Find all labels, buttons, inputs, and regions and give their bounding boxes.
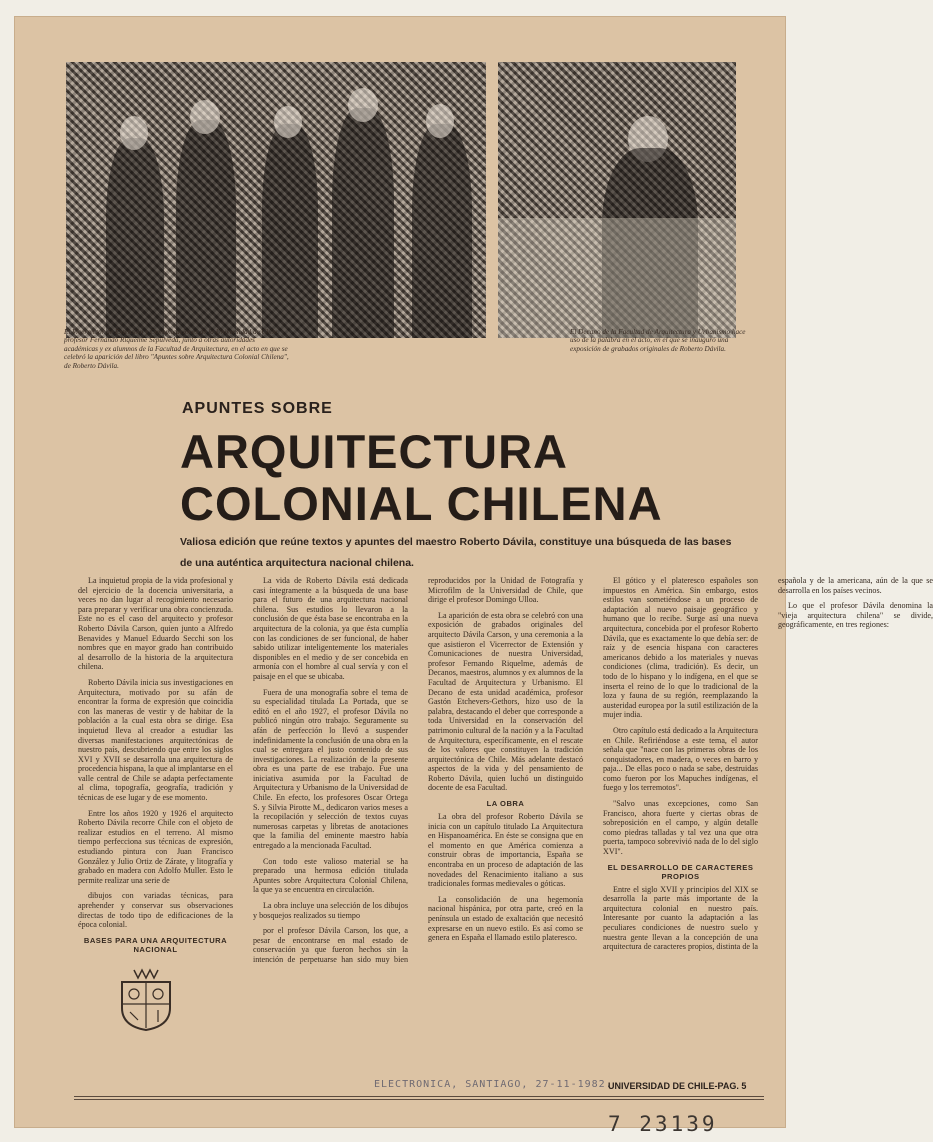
- body-paragraph: Con todo este valioso material se ha preparado una hermosa edición titulada Apuntes sobre Arquitectura Colonial Chilena, la que ya se encuentra en circulación.: [253, 856, 408, 895]
- right-photo-caption: El Decano de la Facultad de Arquitectura y Urbanismo hace uso de la palabra en el acto, en el que se inauguró una exposición de grabados originales de Roberto Dávila.: [570, 328, 746, 353]
- body-paragraph: Fuera de una monografía sobre el tema de su especialidad titulada La Portada, que se editó en el año 1927, el profesor Dávila no publicó ningún otro trabajo. Seguramente su afán de perfección lo llevó a suspender indefinidamente la conclusión de una obra en la cual se entregara el justo contenido de sus investigaciones. La realización de la presente obra es una parte de ese trabajo. Fue una iniciativa asumida por la Facultad de Arquitectura y Urbanismo de la Universidad de Chile. En efecto, los profesores Oscar Ortega S. y Silvia Pirotte M., dedicaron varios meses a la recopilación y selección de textos cuyas numerosas carpetas y libretas de anotaciones que la familia del eminente maestro había entregado a la mencionada Facultad.: [253, 687, 408, 851]
- ceremony-photo: [66, 62, 486, 338]
- body-paragraph: La inquietud propia de la vida profesional y del ejercicio de la docencia universitaria, a veces no dan lugar al recogimiento necesario para preparar y verificar una obra concienzuda. Este no es el caso del arquitecto y profesor Roberto Dávila Carson, quien junto a Alfredo Benavides y Manuel Eduardo Secchi son los nombres que en mayor grado han contribuido al desarrollo de la historia de la arquitectura chilena.: [78, 576, 233, 672]
- page-footer: UNIVERSIDAD DE CHILE-PAG. 5: [608, 1081, 747, 1091]
- body-paragraph: El gótico y el plateresco españoles son impuestos en América. Sin embargo, estos estilos van sometiéndose a un proceso de adaptación al nuevo paisaje geográfico y humano que lo recibe. Surge así una nueva arquitectura, concebida por el profesor Roberto Dávila, que es exactamente lo que debía ser: de raíz y de esencia hispana con caracteres americanos debido a los materiales y nuevas condiciones (clima, tradición). Es decir, un todo de lo hispano y lo indígena, en el que se inserta el reino de lo que lo tradicional de la loza y fauna de su región, reemplazando la austeridad europea por la sutil estilización de la mujer india.: [603, 576, 758, 720]
- article-kicker: APUNTES SOBRE: [182, 400, 333, 417]
- body-paragraph: La consolidación de una hegemonía nacional hispánica, por otra parte, creó en la península un estado de exaltación que necesitó expresarse en un nuevo estilo. Es así como se genera en España el llamado estilo plateresco.: [428, 894, 583, 943]
- handwritten-source-note: ELECTRONICA, SANTIAGO, 27-11-1982.: [374, 1079, 613, 1090]
- body-paragraph: Otro capítulo está dedicado a la Arquitectura en Chile. Refiriéndose a este tema, el autor señala que "nace con las primeras obras de los conquistadores, en madera, o veces en barro y paja... De ellas poco o nada se sabe, destruidas como fueron por los Mapuches indígenas, el fuego y los terremotos".: [603, 725, 758, 793]
- body-paragraph: "Salvo unas excepciones, como San Francisco, ahora fuerte y ciertas obras de sobreposición en el campo, y algún detalle como piedras talladas y tal vez una que otra puerta, tampoco sobrevivió nada de lo del siglo XVI".: [603, 799, 758, 857]
- footer-rule: [74, 1096, 764, 1097]
- subheading-bases: BASES PARA UNA ARQUITECTURA NACIONAL: [83, 935, 228, 954]
- body-paragraph: Entre el siglo XVII y principios del XIX se desarrolla la parte más importante de la arquitectura colonial en nuestro país. Interesante por cuanto la adaptación a las peculiares condiciones de nuestro suelo y nuestra gente llevan a la concepción de una arquitectura de caracteres propios, distinta de la española y de la americana, aún de la que se desarrolla en los países vecinos.: [603, 576, 933, 952]
- accession-number: 7 23139: [608, 1112, 718, 1136]
- title-line-2: COLONIAL CHILENA: [180, 477, 663, 530]
- body-paragraph: La obra incluye una selección de los dibujos y bosquejos realizados su tiempo: [253, 901, 408, 920]
- body-paragraph: Entre los años 1920 y 1926 el arquitecto Roberto Dávila recorre Chile con el objeto de realizar estudios en el terreno. Al mismo tiempo perfecciona sus técnicas de expresión, estudiando pintura con Juan Francisco González y Julio Ortiz de Zárate, y litografía y grabado en madera con Adolfo Muller. Esto le permite realizar una serie de: [78, 808, 233, 885]
- university-crest-icon: [118, 968, 174, 1032]
- left-photo-caption: El Vicerrector de Extensión y Comunicaciones de la Universidad de Chile, profesor Fernando Riquelme Sepúlveda, junto a otras autoridades académicas y ex alumnos de la Facultad de Arquitectura, en el acto en que se celebró la aparición del libro "Apuntes sobre Arquitectura Colonial Chilena", de Roberto Dávila.: [64, 328, 289, 370]
- body-paragraph: por el profesor Dávila Carson, los que, a pesar de encontrarse en mal estado de conservación ya que fueron hechos sin la intención de perpetuarse han sido muy bien reproducidos por la Unidad de Fotografía y Microfilm de la Universidad de Chile, que dirige el profesor Domingo Ulloa.: [253, 576, 583, 964]
- subheading-desarrollo: EL DESARROLLO DE CARACTERES PROPIOS: [607, 862, 754, 881]
- article-body: [78, 576, 933, 966]
- body-paragraph: La obra del profesor Roberto Dávila se inicia con un capítulo titulado La Arquitectura en Hispanoamérica. En éste se consigna que en el momento en que América comienza a construir obras de importancia, España se encontraba en un proceso de adaptación de las novedades del Renacimiento italiano a sus tradicionales formas medievales o góticas.: [428, 812, 583, 889]
- body-paragraph: La vida de Roberto Dávila está dedicada casi íntegramente a la búsqueda de una base para el futuro de una arquitectura nacional chilena. Sus estudios lo llevaron a la conclusión de que ésta base se encontraba en la arquitectura de la colonia, ya que ésta cumplía con las condiciones de ser funcional, de haber sabido utilizar inteligentemente los materiales disponibles en el medio y de ser concebida en armonía con el hombre al cual servía y con el paisaje en el que se ubicaba.: [253, 576, 408, 681]
- subheading-obra: LA OBRA: [486, 799, 525, 809]
- body-paragraph: Roberto Dávila inicia sus investigaciones en Arquitectura, motivado por su afán de encontrar la forma de expresión que coincidía con las maneras de vestir y de habitar de la población a la cual esta obra se dirige. Esa inquietud lleva al creador a estudiar las diversas manifestaciones arquitectónicas de nuestro país, descubriendo que entre los siglos XVI y XVII se desarrolla una arquitectura de procedencia hispana, la que al implantarse en el valle central de Chile se adapta perfectamente al clima, topografía, geografía, tradición y técnicas de ese lugar y de ese momento.: [78, 677, 233, 803]
- body-paragraph: dibujos con variadas técnicas, para aprehender y conservar sus observaciones directas de todo tipo de edificaciones de la época colonial.: [78, 891, 233, 930]
- article-deck: Valiosa edición que reúne textos y apuntes del maestro Roberto Dávila, constituye una búsqueda de las bases de una auténtica arquitectura nacional chilena.: [180, 536, 732, 569]
- body-paragraph: La aparición de esta obra se celebró con una exposición de grabados originales del arquitecto Dávila Carson, y una ceremonia a la que asistieron el Vicerrector de Extensión y Comunicaciones de nuestra Universidad, profesor Fernando Riquelme, además de Decanos, maestros, alumnos y ex alumnos de la Facultad de Arquitectura y Urbanismo. El Decano de esta unidad académica, profesor Gastón Etchevers-Gethors, hizo uso de la palabra, destacando el deber que corresponde a toda Universidad en la conservación del patrimonio cultural de la nación y a la Facultad de Arquitectura, específicamente, en el rescate de los valores que constituyen la tradición arquitectónica de Chile. Más adelante destacó aspectos de la vida y del pensamiento de Roberto Dávila, quien luchó un distinguido docente de esa Facultad.: [428, 610, 583, 793]
- newspaper-page: [14, 16, 933, 1128]
- dean-speaking-photo: [498, 62, 736, 338]
- body-paragraph: Lo que el profesor Dávila denomina la "vieja arquitectura chilena" se divide, geográficamente, en tres regiones:: [778, 601, 933, 630]
- title-line-1: ARQUITECTURA: [180, 425, 568, 478]
- article-title: [180, 426, 663, 530]
- footer-rule: [74, 1099, 764, 1100]
